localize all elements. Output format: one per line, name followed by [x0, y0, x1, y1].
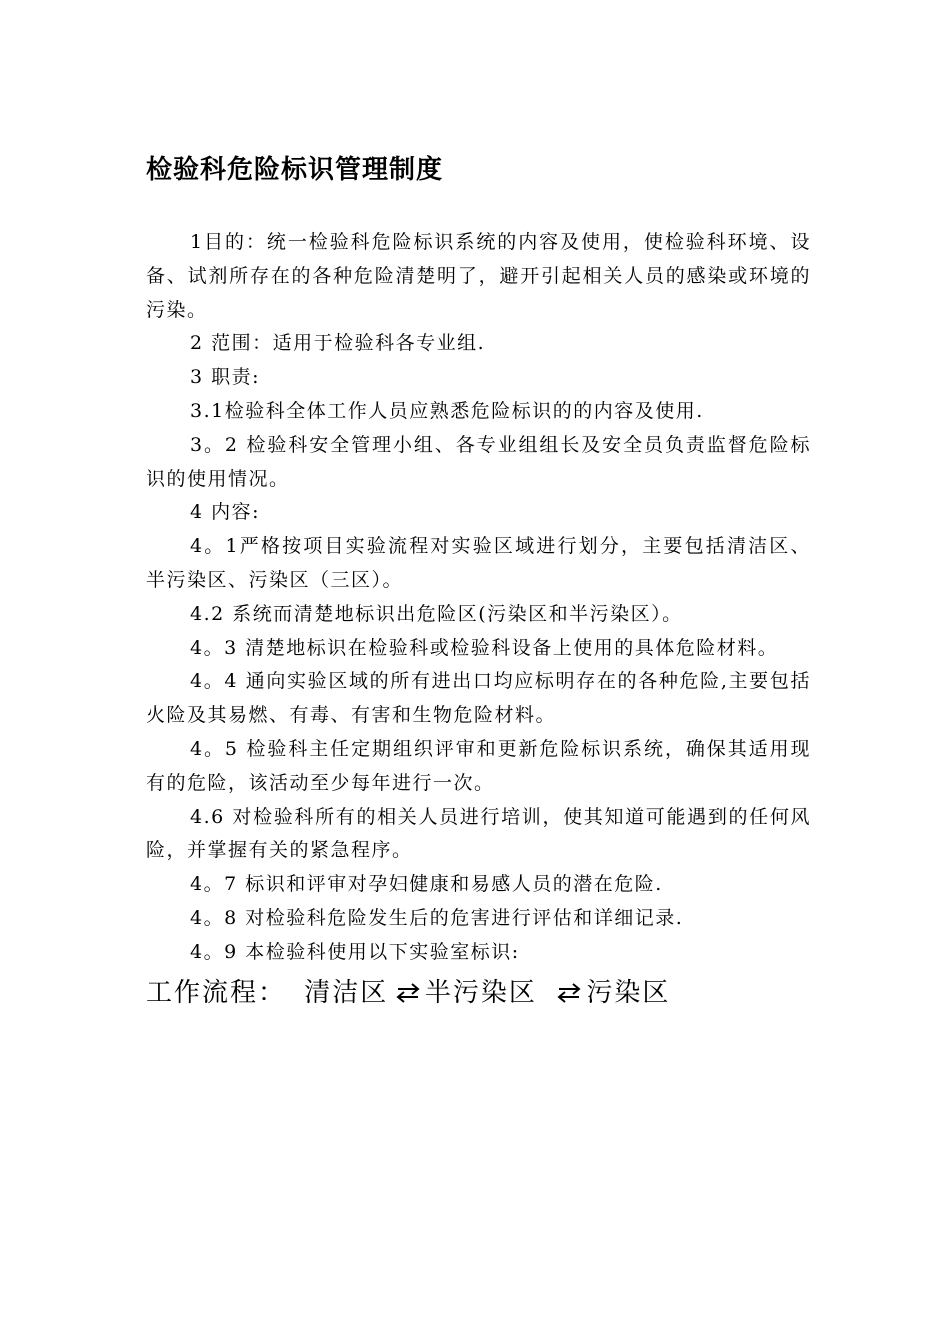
paragraph-content-4-6: 4.6 对检验科所有的相关人员进行培训，使其知道可能遇到的任何风险，并掌握有关的紧急程序。	[146, 805, 811, 862]
workflow-line	[146, 968, 670, 1017]
paragraph-content-4-2: 4.2 系统而清楚地标识出危险区(污染区和半污染区）。	[190, 602, 683, 625]
paragraph-content-4-8: 4。8 对检验科危险发生后的危害进行评估和详细记录.	[190, 906, 684, 929]
paragraph-responsibilities-heading: 3 职责:	[190, 366, 261, 389]
workflow-label: 工作流程：	[146, 978, 287, 1008]
double-arrow-icon	[396, 981, 420, 1005]
paragraph-content-4-9: 4。9 本检验科使用以下实验室标识:	[190, 940, 520, 963]
double-arrow-icon	[557, 981, 581, 1005]
paragraph-content-4-7: 4。7 标识和评审对孕妇健康和易感人员的潜在危险.	[190, 873, 663, 896]
paragraph-content-4-3: 4。3 清楚地标识在检验科或检验科设备上使用的具体危险材料。	[190, 636, 779, 659]
zone-semi-contaminated: 半污染区	[424, 978, 537, 1008]
paragraph-content-4-5: 4。5 检验科主任定期组织评审和更新危险标识系统，确保其适用现有的危险，该活动至少每年进行一次。	[146, 737, 811, 794]
paragraph-content-heading: 4 内容:	[190, 501, 261, 524]
paragraph-content-4-1: 4。1严格按项目实验流程对实验区域进行划分，主要包括清洁区、半污染区、污染区（三区）。	[146, 535, 811, 591]
paragraph-responsibility-3-2: 3。2 检验科安全管理小组、各专业组组长及安全员负责监督危险标识的使用情况。	[146, 433, 811, 490]
paragraph-responsibility-3-1: 3.1检验科全体工作人员应熟悉危险标识的的内容及使用.	[190, 399, 704, 422]
zone-clean: 清洁区	[304, 978, 389, 1008]
paragraph-content-4-4: 4。4 通向实验区域的所有进出口均应标明存在的各种危险,主要包括火险及其易燃、有毒、有害和生物危险材料。	[146, 670, 811, 727]
document-body	[146, 226, 811, 970]
document-title: 检验科危险标识管理制度	[146, 155, 444, 185]
paragraph-scope: 2 范围：适用于检验科各专业组.	[190, 332, 486, 355]
paragraph-purpose: 1目的：统一检验科危险标识系统的内容及使用，使检验科环境、设备、试剂所存在的各种危险清楚明了，避开引起相关人员的感染或环境的污染。	[146, 231, 811, 321]
zone-contaminated: 污染区	[586, 978, 671, 1008]
